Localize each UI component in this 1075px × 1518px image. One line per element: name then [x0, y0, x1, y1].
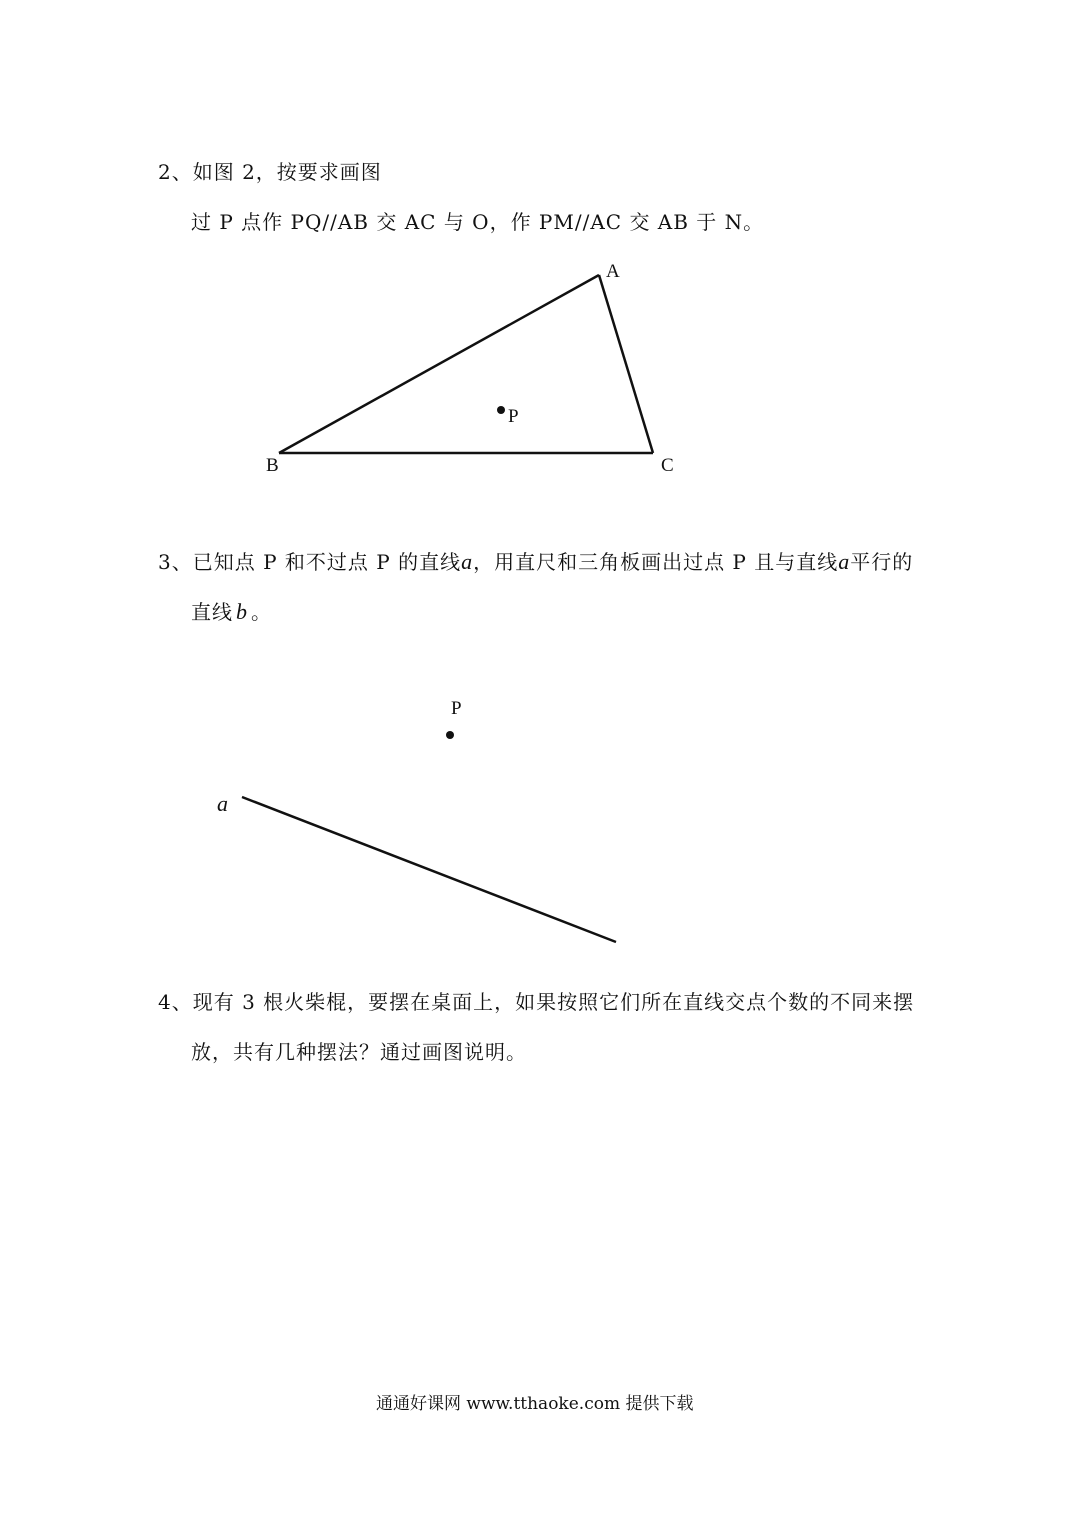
q3-var-a-1: a: [461, 549, 474, 574]
triangle-abc: [279, 275, 653, 453]
q3-line-2: [191, 600, 272, 624]
label-c-vertex: C: [661, 455, 674, 476]
q3-var-b: b: [236, 599, 248, 624]
q3-text-1: 3、已知点 P 和不过点 P 的直线: [158, 550, 462, 574]
q2-instruction: 过 P 点作 PQ//AB 交 AC 与 O，作 PM//AC 交 AB 于 N。: [191, 210, 765, 234]
figure-q3: [242, 731, 616, 942]
q3-text-2: ，用直尺和三角板画出过点 P 且与直线: [473, 550, 839, 574]
segment-ab: [279, 275, 599, 453]
label-p-triangle: P: [508, 406, 519, 427]
line-a: [242, 797, 616, 942]
point-p-q3: [446, 731, 454, 739]
q3-text-3: 平行的: [850, 550, 914, 574]
point-p-triangle: [497, 406, 505, 414]
q3-line-1: [158, 550, 913, 574]
q3-text-4: 直线: [191, 600, 233, 624]
label-a-vertex: A: [606, 261, 620, 282]
page-footer: 通通好课网 www.tthaoke.com 提供下载: [376, 1394, 694, 1414]
segment-ac: [599, 275, 653, 453]
q3-var-a-2: a: [838, 549, 851, 574]
label-b-vertex: B: [266, 455, 279, 476]
q4-line-1: 4、现有 3 根火柴棍，要摆在桌面上，如果按照它们所在直线交点个数的不同来摆: [158, 990, 915, 1014]
q4-line-2: 放，共有几种摆法？通过画图说明。: [191, 1040, 527, 1064]
label-line-a: a: [217, 791, 228, 816]
q3-text-5: 。: [251, 600, 272, 624]
q2-heading: 2、如图 2，按要求画图: [158, 160, 382, 184]
label-p-q3: P: [451, 698, 462, 719]
